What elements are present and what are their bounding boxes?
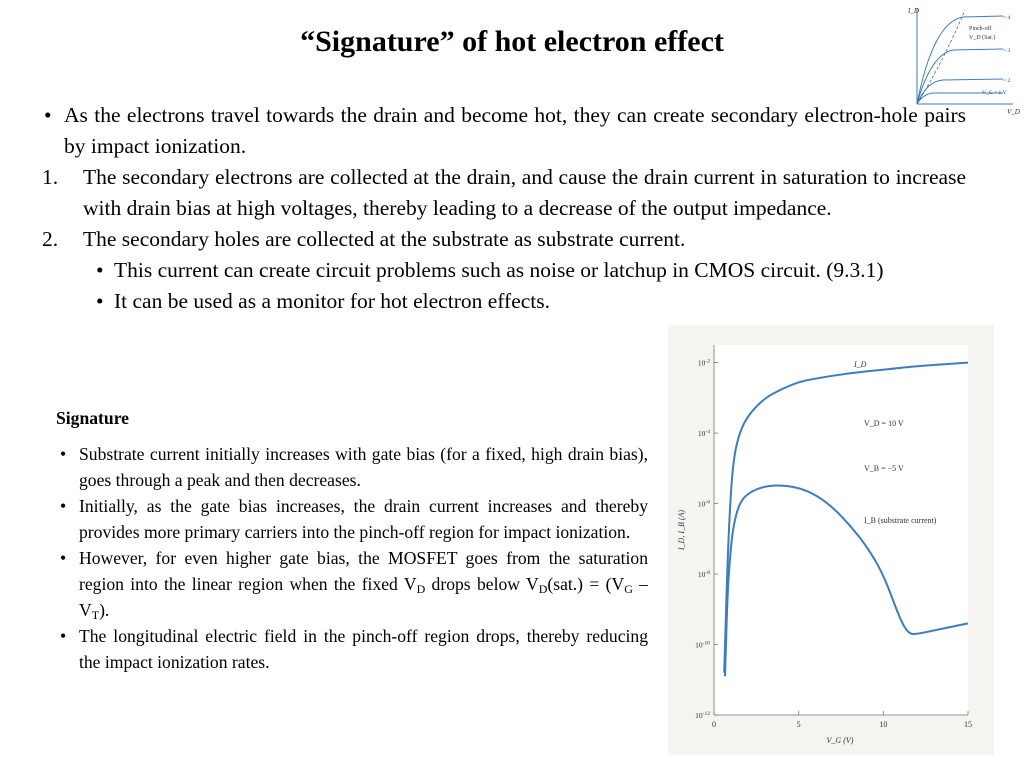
slide-title: “Signature” of hot electron effect xyxy=(300,25,724,58)
annotation-vb: V_B = −5 V xyxy=(864,464,904,473)
number-marker-2: 2. xyxy=(42,227,59,251)
signature-bullet-2 xyxy=(56,493,648,545)
bullet-marker: • xyxy=(44,103,52,127)
signature-bullet-1 xyxy=(56,441,648,493)
inset-vg1: V_G = 1 V xyxy=(982,90,1007,96)
inset-x-label: V_D xyxy=(1007,108,1020,116)
signature-section xyxy=(56,405,648,675)
point-2 xyxy=(38,224,966,255)
bullet-marker: • xyxy=(60,444,67,464)
signature-bullet-3 xyxy=(56,545,648,623)
x-tick-label: 0 xyxy=(712,720,716,729)
y-tick-label: $10^{-4}$ xyxy=(697,429,710,439)
y-tick-label: $10^{-2}$ xyxy=(697,358,710,368)
x-tick-label: 10 xyxy=(879,720,888,729)
inset-vdsat-label: V_D (Sat.) xyxy=(969,35,996,41)
y-axis-label: I_D, I_B (A) xyxy=(677,509,686,551)
signature-heading: Signature xyxy=(56,408,129,428)
y-tick-label: $10^{-10}$ xyxy=(695,640,710,650)
y-tick-label: $10^{-6}$ xyxy=(697,499,710,509)
main-text xyxy=(38,100,966,317)
point-1 xyxy=(38,162,966,224)
signature-bullet-4 xyxy=(56,623,648,675)
y-tick-label: $10^{-8}$ xyxy=(697,570,710,580)
inset-vg4: = 4 xyxy=(1003,15,1011,21)
signature-bullet-1-text: Substrate current initially increases with gate bias (for a fixed, high drain bias), goes through a peak and then decreases. xyxy=(79,444,648,490)
bullet-marker: • xyxy=(60,496,67,516)
series-label-ib: I_B (substrate current) xyxy=(864,516,937,525)
point-2-text: The secondary holes are collected at the substrate as substrate current. xyxy=(83,227,686,251)
signature-bullet-2-text: Initially, as the gate bias increases, the drain current increases and thereby provides more primary carriers into the pinch-off region for impact ionization. xyxy=(79,496,648,542)
inset-pinchoff-label: Pinch-off xyxy=(969,26,992,32)
signature-bullet-4-text: The longitudinal electric field in the pinch-off region drops, thereby reducing the impact ionization rates. xyxy=(79,626,648,672)
series-label-id: I_D xyxy=(854,360,867,369)
y-tick-label: $10^{-12}$ xyxy=(695,711,710,720)
signature-bullet-3-text: However, for even higher gate bias, the MOSFET goes from the saturation region into the linear region when the fixed $V_D$ drops below $V_D(sat.) = (V_G - V_T)$. xyxy=(79,548,648,622)
bullet-marker: • xyxy=(96,258,104,282)
intro-text: As the electrons travel towards the drain and become hot, they can create secondary electron-hole pairs by impact ionization. xyxy=(64,103,966,158)
sub-bullet-1-text: This current can create circuit problems such as noise or latchup in CMOS circuit. (9.3.1) xyxy=(114,258,884,282)
annotation-vd: V_D = 10 V xyxy=(864,419,904,428)
sub-bullet-2-text: It can be used as a monitor for hot electron effects. xyxy=(114,289,551,313)
sub-bullet-1 xyxy=(38,255,966,286)
current-vs-gate-bias-chart xyxy=(668,325,994,755)
inset-y-label: I_D xyxy=(908,7,919,15)
intro-bullet xyxy=(38,100,966,162)
bullet-marker: • xyxy=(60,626,67,646)
x-axis-label: V_G (V) xyxy=(826,736,854,745)
number-marker-1: 1. xyxy=(42,165,59,189)
bullet-marker: • xyxy=(96,289,104,313)
bullet-marker: • xyxy=(60,548,67,568)
inset-vg3: = 3 xyxy=(1003,48,1011,54)
x-tick-label: 15 xyxy=(964,720,972,729)
sub-bullet-2 xyxy=(38,286,966,317)
inset-vg2: = 2 xyxy=(1003,78,1011,84)
x-tick-label: 5 xyxy=(796,720,801,729)
point-1-text: The secondary electrons are collected at the drain, and cause the drain current in saturation to increase with drain bias at high voltages, thereby leading to a decrease of the output impedance. xyxy=(83,165,966,220)
